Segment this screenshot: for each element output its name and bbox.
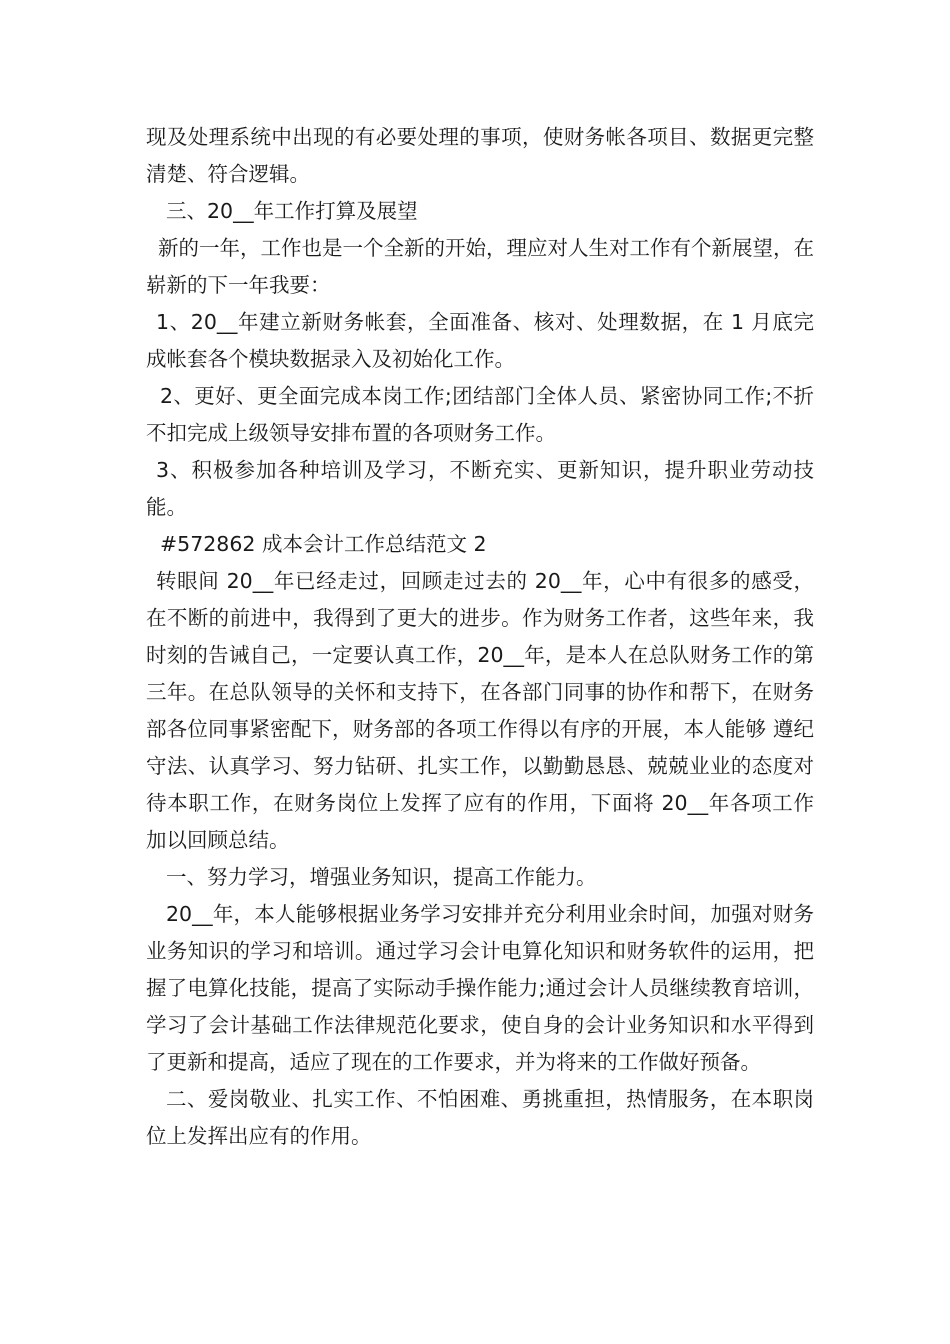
document-body [146,119,814,1155]
list-item: 1、20__年建立新财务帐套，全面准备、核对、处理数据，在 1 月底完成帐套各个模块数据录入及初始化工作。 [146,310,814,371]
paragraph: 20__年，本人能够根据业务学习安排并充分利用业余时间，加强对财务业务知识的学习和培训。通过学习会计电算化知识和财务软件的运用，把握了电算化技能，提高了实际动手操作能力;通过会计人员继续教育培训，学习了会计基础工作法律规范化要求，使自身的会计业务知识和水平得到了更新和提高，适应了现在的工作要求，并为将来的工作做好预备。 [146,902,814,1074]
list-item: 2、更好、更全面完成本岗工作;团结部门全体人员、紧密协同工作;不折不扣完成上级领导安排布置的各项财务工作。 [146,384,814,445]
paragraph: 新的一年，工作也是一个全新的开始，理应对人生对工作有个新展望，在崭新的下一年我要： [146,236,814,297]
section-heading: 三、20__年工作打算及展望 [166,199,418,223]
list-item: 3、积极参加各种培训及学习，不断充实、更新知识，提升职业劳动技能。 [146,458,814,519]
paragraph: 转眼间 20__年已经走过，回顾走过去的 20__年，心中有很多的感受，在不断的前进中，我得到了更大的进步。作为财务工作者，这些年来，我时刻的告诫自己，一定要认真工作，20__年，是本人在总队财务工作的第三年。在总队领导的关怀和支持下，在各部门同事的协作和帮下，在财务部各位同事紧密配下，财务部的各项工作得以有序的开展，本人能够 遵纪守法、认真学习、努力钻研、扎实工作，以勤勤恳恳、兢兢业业的态度对待本职工作，在财务岗位上发挥了应有的作用，下面将 20__年各项工作加以回顾总结。 [146,569,814,852]
section-heading: #572862 成本会计工作总结范文 2 [160,532,487,556]
section-heading: 一、努力学习，增强业务知识，提高工作能力。 [166,865,597,889]
section-heading: 二、爱岗敬业、扎实工作、不怕困难、勇挑重担，热情服务，在本职岗位上发挥出应有的作用。 [146,1087,814,1148]
paragraph: 现及处理系统中出现的有必要处理的事项，使财务帐各项目、数据更完整清楚、符合逻辑。 [146,125,814,186]
